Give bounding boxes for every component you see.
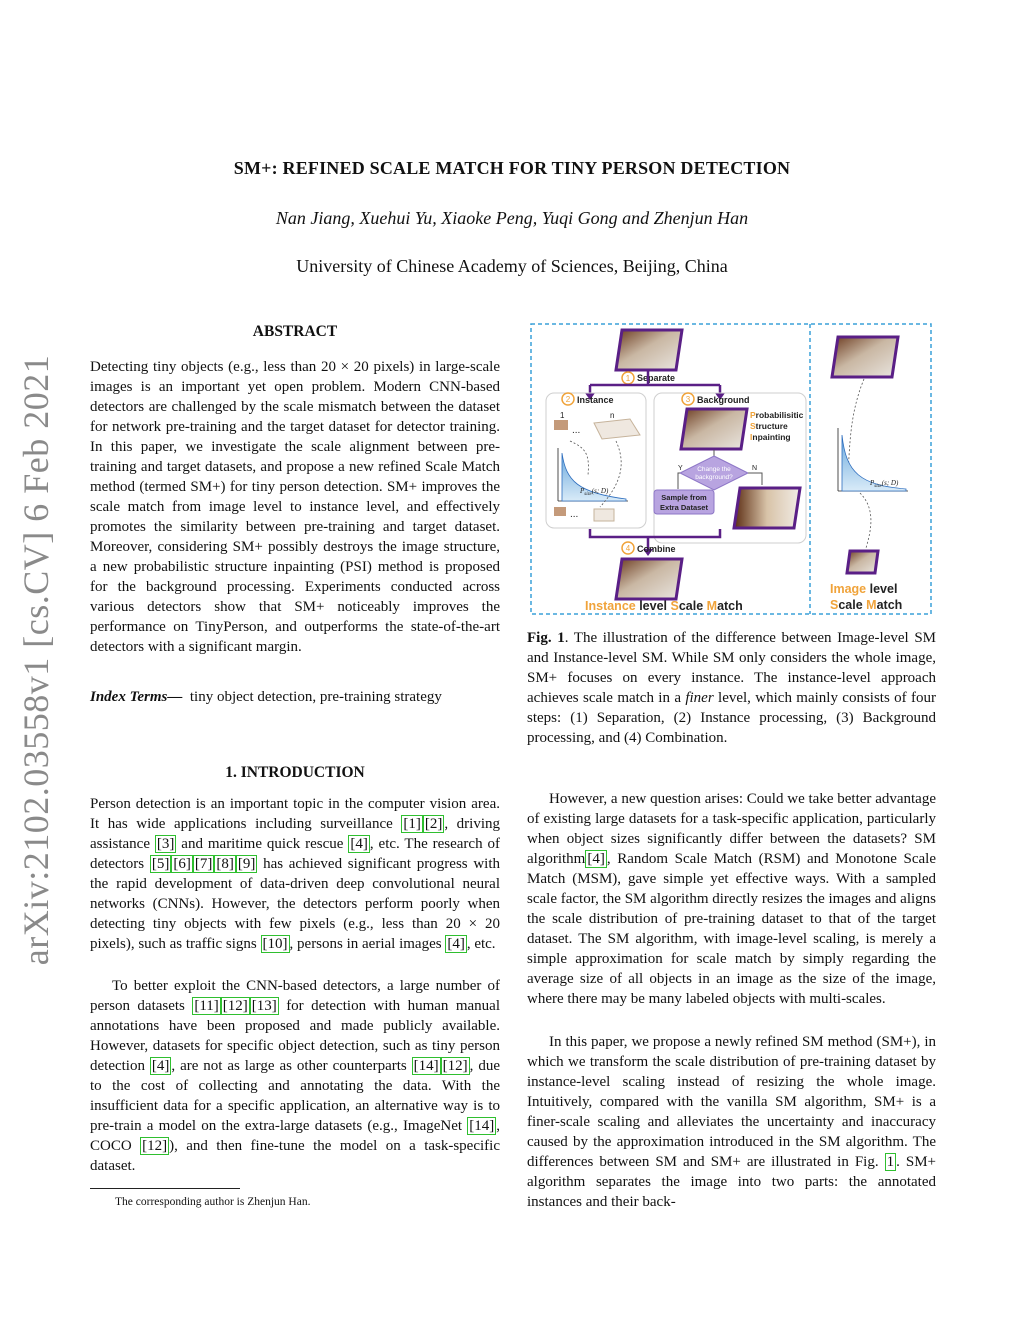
dots: ...	[570, 509, 579, 520]
citation-link[interactable]: [4]	[447, 936, 465, 952]
background-label: Background	[697, 395, 750, 405]
source-image	[616, 330, 682, 370]
citation-link[interactable]: [7]	[194, 856, 213, 872]
right-paragraph-2	[527, 1032, 936, 1212]
text-run: , driving assistance	[90, 816, 500, 852]
instance-crop	[594, 509, 614, 521]
index-terms-text: tiny object detection, pre-training strategy	[189, 689, 442, 705]
citation-link[interactable]: [9]	[237, 856, 256, 872]
intro-heading: 1. INTRODUCTION	[225, 764, 365, 781]
psize-label-image: $P_{size}(s$; D)	[870, 479, 899, 489]
citation-link[interactable]: [12]	[442, 1058, 468, 1074]
text-run: To better exploit the CNN-based detectors, a large number of person datasets	[90, 978, 500, 1014]
text-run: , persons in aerial images	[289, 936, 446, 952]
citation-link[interactable]: [6]	[173, 856, 191, 872]
right-paragraph-1	[527, 789, 936, 1009]
instance-level-sm-label: Instance level Scale Match	[585, 599, 743, 613]
text-run: In this paper, we propose a newly refined SM method (SM+), in which we transform the scale distribution of pre-training dataset by instance-level scaling instead of resizing the whole image. Intuitively, compared with the vanilla SM algorithm, SM+ is a finer-scale scaling and alleviates the uncertainty and inaccuracy caused by the approximation introduced in the SM algorithm. The differences between SM and SM+ are illustrated in Fig.	[527, 1034, 936, 1170]
text-run: , Random Scale Match (RSM) and Monotone Scale Match (MSM), gave simple yet effective ways. With a sampled scale factor, the SM algorithm directly resizes the images and aligns the scale distribution of pre-training dataset to that of the target dataset. The SM algorithm, with image-level scaling, is merely a simple approximation for scale match by simply regarding the average size of all objects in an image as the size of the image, where there may be many labeled objects with multi-scales.	[527, 851, 936, 1007]
psize-label-instance: $P_{size}(s$; D)	[580, 487, 609, 497]
citation-link[interactable]: [11]	[194, 998, 219, 1014]
decision-text-2: background?	[695, 474, 733, 481]
separate-label: Separate	[637, 373, 676, 383]
text-run: , COCO	[90, 1118, 500, 1154]
step-1-number: 1	[625, 374, 631, 383]
instance-label: Instance	[577, 395, 614, 405]
step-4-number: 4	[625, 544, 631, 553]
text-run: and maritime quick rescue	[176, 836, 349, 852]
citation-link[interactable]: [3]	[156, 836, 175, 852]
paper-affiliation: University of Chinese Academy of Sciences, Beijing, China	[296, 256, 728, 276]
citation-link[interactable]: [4]	[587, 851, 605, 867]
intro-paragraph-2	[90, 976, 500, 1176]
index-terms	[90, 687, 500, 707]
citation-link[interactable]: [5]	[151, 856, 170, 872]
text-run: has achieved significant progress with the rapid development of data-driven deep convolutional neural networks (CNNs). However, the detectors perform poorly when detecting tiny objects with few pixels (e.g., less than 20 × 20 pixels), such as traffic signs	[90, 856, 501, 952]
citation-link[interactable]: [14]	[413, 1058, 439, 1074]
instance-crop	[594, 419, 640, 439]
citation-link[interactable]: [4]	[350, 836, 368, 852]
text-run: However, a new question arises: Could we take better advantage of existing large datasets for a task-specific application, particularly when object sizes significantly differ between the datasets? SM algorithm	[527, 791, 936, 867]
psi-line-1: Probabilisitic	[750, 410, 804, 420]
image-level-source	[832, 337, 898, 377]
instance-thumb	[554, 507, 566, 516]
inpainted-image	[734, 488, 800, 528]
text-run: . SM+ algorithm separates the image into two parts: the annotated instances and their back-	[527, 1154, 936, 1210]
sample-text-2: Extra Dataset	[660, 503, 708, 512]
footnote: The corresponding author is Zhenjun Han.	[115, 1196, 311, 1208]
citation-link[interactable]: [12]	[142, 1138, 168, 1154]
sample-text-1: Sample from	[661, 493, 707, 502]
text-run: , etc.	[466, 936, 496, 952]
text-run: , are not as large as other counterparts	[171, 1058, 412, 1074]
paper-title: SM+: REFINED SCALE MATCH FOR TINY PERSON DETECTION	[233, 158, 791, 178]
combine-label: Combine	[637, 544, 676, 554]
text-run: , due to the cost of collecting and annotating the data. With the insufficient data for a specific application, an alternative way is to pre-train a model on the extra-large datasets (e.g., ImageNet	[90, 1058, 500, 1134]
psi-line-3: Inpainting	[750, 432, 791, 442]
instance-thumb	[554, 420, 568, 430]
caption-text-2: level, which mainly consists of four steps: (1) Separation, (2) Instance processing, (3) Background processing, and (4) Combination.	[527, 690, 936, 746]
yes-label: Y	[678, 465, 683, 472]
dots: ...	[572, 425, 581, 436]
index-terms-label: Index Terms—	[90, 689, 183, 705]
step-3-number: 3	[685, 395, 691, 404]
figure-1	[530, 323, 932, 615]
caption-finer: finer	[685, 690, 714, 706]
figure-reference-link[interactable]: 1	[886, 1154, 895, 1170]
decision-text-1: Change the	[697, 466, 731, 473]
step-2-number: 2	[565, 395, 571, 404]
arxiv-identifier	[14, 354, 58, 966]
abstract-text: Detecting tiny objects (e.g., less than 20 × 20 pixels) in large-scale images is an important yet open problem. Modern CNN-based detectors are challenged by the scale mismatch between the dataset for network pre-training and the target dataset for detector training. In this paper, we investigate the scale alignment between pre-training and target datasets, and propose a new refined Scale Match method (termed SM+) for tiny person detection. SM+ improves the scale match from image level to instance level, and effectively promotes the similarity between pre-training and target dataset. Moreover, considering SM+ possibly destroys the image structure, a new probabilistic structure inpainting (PSI) method is proposed for the background processing. Experiments conducted across various detectors show that SM+ noticeably improves the performance on TinyPerson, and outperforms the state-of-the-art detectors with a significant margin.	[90, 359, 500, 655]
citation-link[interactable]: [10]	[262, 936, 288, 952]
abstract-heading: ABSTRACT	[252, 323, 338, 340]
citation-link[interactable]: [13]	[251, 998, 277, 1014]
paper-authors: Nan Jiang, Xuehui Yu, Xiaoke Peng, Yuqi Gong and Zhenjun Han	[275, 208, 749, 228]
text-run: for detection with human manual annotations have been proposed and made publicly available. However, datasets for specific object detection, such as tiny person detection	[90, 998, 500, 1074]
abstract-body	[90, 357, 500, 657]
citation-link[interactable]: [12]	[222, 998, 248, 1014]
caption-label: Fig. 1	[527, 630, 565, 646]
figure-1-diagram	[530, 323, 932, 615]
intro-paragraph-1	[90, 794, 500, 954]
text-run: Person detection is an important topic in the computer vision area. It has wide applications including surveillance	[90, 796, 500, 832]
citation-link[interactable]: [8]	[216, 856, 234, 872]
psi-line-2: Structure	[750, 421, 788, 431]
citation-link[interactable]: [2]	[424, 816, 443, 832]
image-level-label-2: Scale Match	[830, 598, 903, 612]
text-run: , etc. The research of detectors	[90, 836, 500, 872]
decision-diamond	[680, 456, 748, 490]
no-label: N	[752, 465, 758, 472]
index-1: 1	[560, 411, 565, 420]
image-level-result	[847, 551, 878, 573]
arxiv-identifier-text: arXiv:2102.03558v1 [cs.CV] 6 Feb 2021	[16, 354, 56, 966]
footnote-rule	[90, 1188, 240, 1189]
caption-text: . The illustration of the difference between Image-level SM and Instance-level SM. While SM only considers the whole image, SM+ focuses on every instance. The instance-level approach achieves scale match in a	[527, 630, 936, 706]
background-image	[681, 409, 747, 449]
citation-link[interactable]: [4]	[151, 1058, 170, 1074]
text-run: ), and then fine-tune the model on a task-specific dataset.	[90, 1138, 500, 1174]
result-image	[616, 559, 682, 599]
citation-link[interactable]: [1]	[403, 816, 421, 832]
figure-1-caption	[527, 628, 936, 748]
index-n: n	[610, 411, 615, 420]
citation-link[interactable]: [14]	[469, 1118, 495, 1134]
image-level-label-1: Image level	[830, 582, 898, 596]
